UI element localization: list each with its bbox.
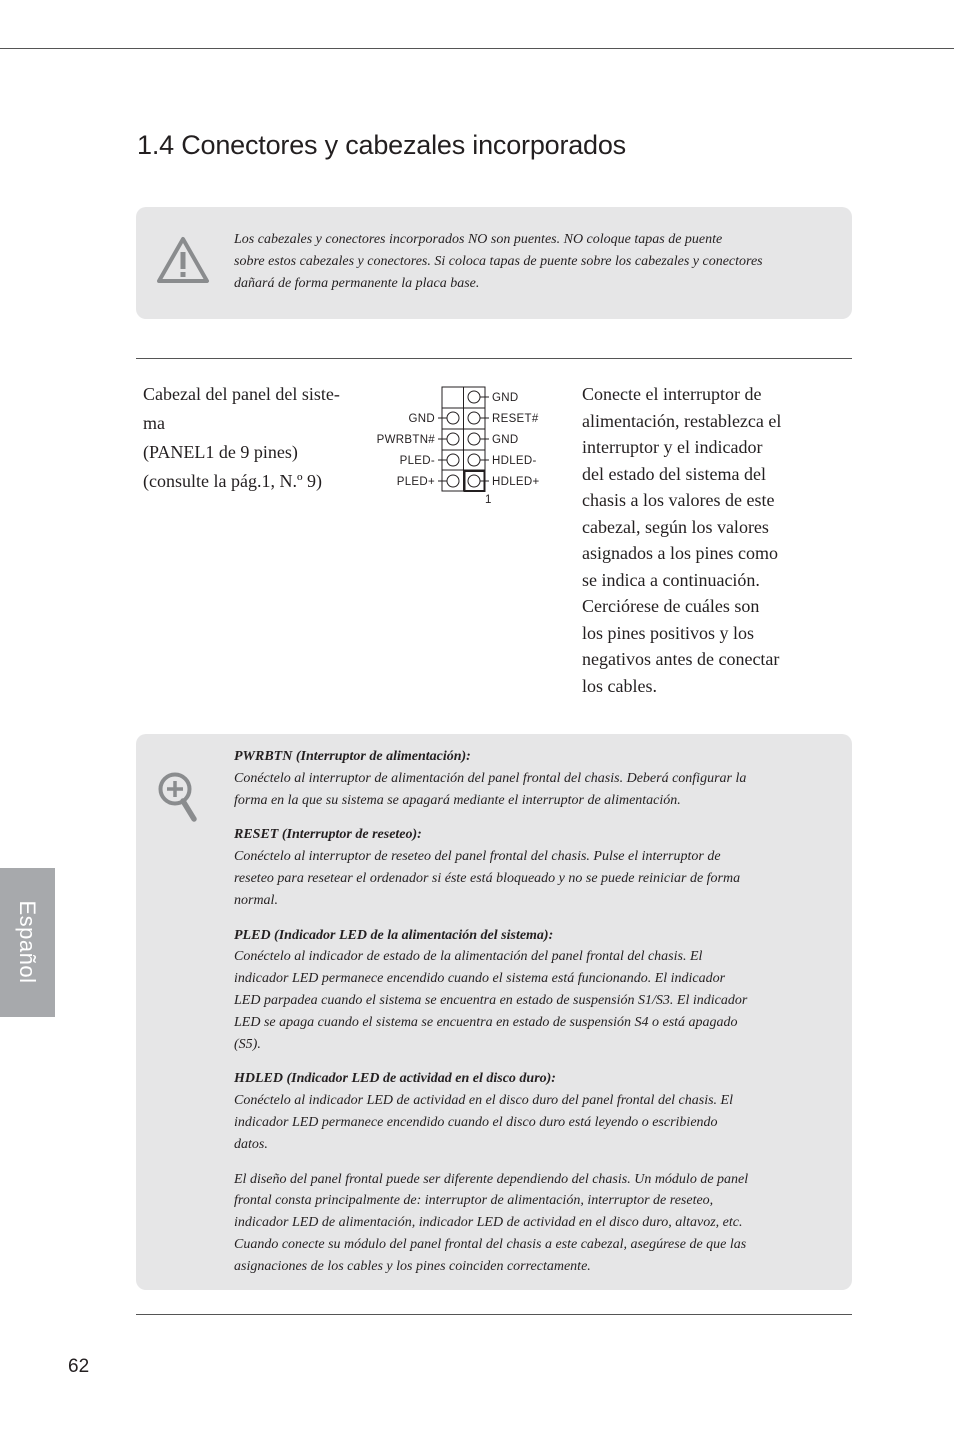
header-description-line: (consulte la pág.1, N.º 9) <box>143 471 323 491</box>
connect-line: Cerciórese de cuáles son <box>582 596 760 616</box>
note-block-pled <box>234 925 786 1056</box>
note-heading: RESET (Interruptor de reseteo): <box>234 827 422 843</box>
pin-label: PWRBTN# <box>376 434 435 446</box>
pin-label: PLED+ <box>396 476 435 488</box>
warning-triangle-icon <box>156 235 210 285</box>
note-block-hdled <box>234 1068 786 1155</box>
note-block-general <box>234 1169 786 1278</box>
note-heading: HDLED (Indicador LED de actividad en el disco duro): <box>234 1071 556 1087</box>
language-side-tab <box>0 868 55 1017</box>
pin <box>468 433 480 445</box>
header-description <box>143 380 358 496</box>
pin <box>468 391 480 403</box>
connect-line: asignados a los pines como <box>582 543 778 563</box>
top-rule <box>0 48 954 49</box>
connect-line: los pines positivos y los <box>582 622 755 643</box>
note-block-reset <box>234 824 786 911</box>
note-line: El diseño del panel frontal puede ser diferente dependiendo del chasis. Un módulo de panel <box>234 1171 749 1187</box>
note-box <box>136 734 852 1290</box>
note-line: normal. <box>234 892 278 908</box>
note-line: Conéctelo al indicador LED de actividad en el disco duro del panel frontal del chasis. El <box>234 1093 733 1109</box>
connect-line: chasis a los valores de este <box>582 490 775 510</box>
connect-line: Conecte el interruptor de <box>582 384 762 404</box>
divider <box>136 358 852 359</box>
pin-label: RESET# <box>492 413 539 425</box>
pin <box>468 454 480 466</box>
pin <box>447 454 459 466</box>
note-line: forma en la que su sistema se apagará mediante el interruptor de alimentación. <box>234 792 681 808</box>
note-heading: PLED (Indicador LED de la alimentación del sistema): <box>234 927 554 943</box>
panel-pin-diagram <box>368 384 558 509</box>
pin-label: GND <box>408 413 435 425</box>
note-line: frontal consta principalmente de: interruptor de alimentación, interruptor de reseteo, <box>234 1193 714 1209</box>
note-line: LED se apaga cuando el sistema se encuentra en estado de suspensión S4 o está apagado <box>234 1014 738 1030</box>
caution-box <box>136 207 852 319</box>
note-block-pwrbtn <box>234 746 786 811</box>
note-line: indicador LED de alimentación, indicador LED de actividad en el disco duro, altavoz, etc. <box>234 1215 743 1231</box>
note-line: indicador LED permanece encendido cuando el disco duro está leyendo o escribiendo <box>234 1114 718 1130</box>
header-description-line: (PANEL1 de 9 pines) <box>143 442 298 462</box>
pin <box>447 475 459 487</box>
note-line: LED parpadea cuando el sistema se encuentra en estado de suspensión S1/S3. El indicador <box>234 992 748 1008</box>
pin-label: GND <box>492 434 519 446</box>
divider <box>136 1314 852 1315</box>
note-line: Cuando conecte su módulo del panel frontal del chasis a este cabezal, asegúrese de que las <box>234 1236 747 1252</box>
note-line: datos. <box>234 1136 268 1152</box>
note-heading: PWRBTN (Interruptor de alimentación): <box>234 749 471 764</box>
connect-line: negativos antes de conectar <box>582 649 780 669</box>
note-line: Conéctelo al interruptor de reseteo del panel frontal del chasis. Pulse el interruptor de <box>234 849 721 865</box>
page-number: 62 <box>68 1356 90 1377</box>
pin <box>468 412 480 424</box>
pin-label: GND <box>492 392 519 404</box>
connect-line: cabezal, según los valores <box>582 516 769 537</box>
caution-line: Los cabezales y conectores incorporados NO son puentes. NO coloque tapas de puente <box>234 232 723 247</box>
connect-line: se indica a continuación. <box>582 569 760 590</box>
pin-label: PLED- <box>399 455 435 467</box>
header-description-line: Cabezal del panel del siste- <box>143 384 340 404</box>
note-line: reseteo para resetear el ordenador si éste está bloqueado y no se puede reiniciar de forma <box>234 870 741 886</box>
note-line: Conéctelo al interruptor de alimentación del panel frontal del chasis. Deberá configurar la <box>234 770 747 786</box>
note-line: (S5). <box>234 1036 261 1052</box>
connect-line: los cables. <box>582 675 657 696</box>
connect-line: interruptor y el indicador <box>582 437 763 457</box>
pin-one-label: 1 <box>485 494 492 506</box>
caution-text <box>234 229 794 294</box>
pin <box>447 412 459 424</box>
connect-line: alimentación, restablezca el <box>582 410 782 431</box>
note-line: Conéctelo al indicador de estado de la alimentación del panel frontal del chasis. El <box>234 949 703 965</box>
note-content <box>234 746 786 1291</box>
magnifier-plus-icon <box>156 770 200 824</box>
header-description-line: ma <box>143 413 165 433</box>
pin <box>468 475 480 487</box>
pin-label: HDLED- <box>492 455 537 467</box>
note-line: indicador LED permanece encendido cuando el sistema está funcionando. El indicador <box>234 971 726 987</box>
caution-line: dañará de forma permanente la placa base. <box>234 275 480 291</box>
section-title: 1.4 Conectores y cabezales incorporados <box>137 130 626 160</box>
connect-instructions <box>582 381 797 699</box>
pin-label: HDLED+ <box>492 476 540 488</box>
caution-line: sobre estos cabezales y conectores. Si coloca tapas de puente sobre los cabezales y conectores <box>234 253 763 269</box>
connect-line: del estado del sistema del <box>582 463 766 484</box>
language-side-tab-label: Español <box>15 900 40 984</box>
note-line: asignaciones de los cables y los pines coinciden correctamente. <box>234 1258 591 1274</box>
pin <box>447 433 459 445</box>
